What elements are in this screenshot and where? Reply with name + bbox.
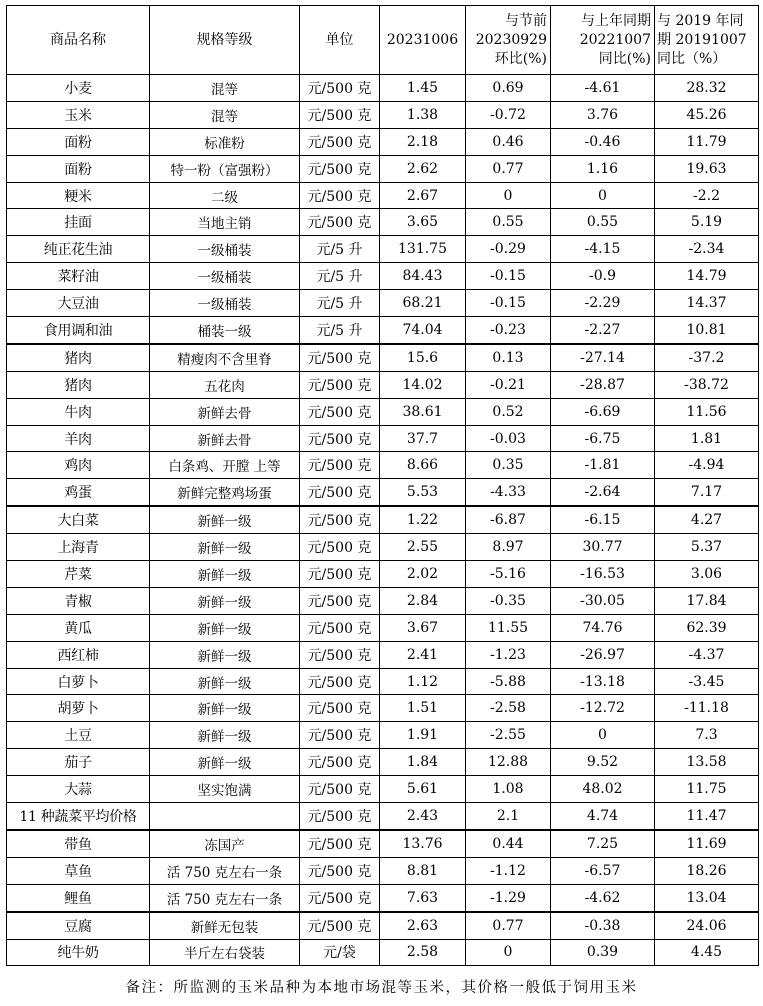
table-row (7, 668, 759, 695)
cell-yoy: -0.9 (551, 263, 655, 290)
cell-yoy: 48.02 (551, 776, 655, 803)
table-row (7, 614, 759, 641)
cell-price: 1.51 (380, 695, 466, 722)
cell-spec: 五花肉 (150, 371, 300, 398)
cell-mom: -0.29 (466, 236, 551, 263)
cell-yoy: 9.52 (551, 749, 655, 776)
cell-vs2019: 17.84 (655, 587, 759, 614)
cell-vs2019: -2.2 (655, 182, 759, 209)
cell-price: 38.61 (380, 398, 466, 425)
cell-mom: -2.58 (466, 695, 551, 722)
cell-spec: 新鲜去骨 (150, 425, 300, 452)
cell-spec: 新鲜一级 (150, 587, 300, 614)
cell-yoy: -6.57 (551, 857, 655, 884)
cell-vs2019: 14.79 (655, 263, 759, 290)
cell-spec: 新鲜一级 (150, 722, 300, 749)
cell-name: 牛肉 (7, 398, 150, 425)
cell-vs2019: 1.81 (655, 425, 759, 452)
table-row (7, 155, 759, 182)
cell-spec: 活 750 克左右一条 (150, 857, 300, 884)
header-yoy-line: 同比(%) (598, 50, 651, 67)
cell-name: 青椒 (7, 587, 150, 614)
cell-price: 2.67 (380, 182, 466, 209)
cell-spec: 标准粉 (150, 128, 300, 155)
cell-mom: 8.97 (466, 534, 551, 561)
table-row (7, 263, 759, 290)
cell-name: 鸡蛋 (7, 479, 150, 506)
cell-name: 带鱼 (7, 830, 150, 857)
cell-unit: 元/5 升 (300, 236, 380, 263)
cell-vs2019: 28.32 (655, 75, 759, 102)
cell-mom: -0.35 (466, 587, 551, 614)
cell-mom: -1.12 (466, 857, 551, 884)
cell-yoy: 4.74 (551, 803, 655, 830)
cell-mom: 0.44 (466, 830, 551, 857)
cell-name: 西红柿 (7, 641, 150, 668)
cell-name: 菜籽油 (7, 263, 150, 290)
cell-unit: 元/500 克 (300, 803, 380, 830)
table-row (7, 912, 759, 939)
cell-price: 2.41 (380, 641, 466, 668)
cell-mom: -5.88 (466, 668, 551, 695)
cell-mom: -0.23 (466, 317, 551, 344)
cell-mom: -0.15 (466, 263, 551, 290)
cell-unit: 元/500 克 (300, 425, 380, 452)
table-row (7, 749, 759, 776)
cell-name: 黄瓜 (7, 614, 150, 641)
cell-vs2019: -4.37 (655, 641, 759, 668)
cell-spec: 一级桶装 (150, 236, 300, 263)
cell-name: 猪肉 (7, 344, 150, 371)
table-row (7, 776, 759, 803)
cell-price: 5.53 (380, 479, 466, 506)
table-row (7, 344, 759, 371)
cell-name: 大豆油 (7, 290, 150, 317)
cell-vs2019: 7.17 (655, 479, 759, 506)
cell-name: 白萝卜 (7, 668, 150, 695)
cell-vs2019: 11.75 (655, 776, 759, 803)
cell-unit: 元/500 克 (300, 101, 380, 128)
cell-unit: 元/袋 (300, 939, 380, 966)
cell-name: 土豆 (7, 722, 150, 749)
cell-unit: 元/500 克 (300, 75, 380, 102)
cell-price: 15.6 (380, 344, 466, 371)
table-row (7, 561, 759, 588)
cell-yoy: -28.87 (551, 371, 655, 398)
cell-price: 1.38 (380, 101, 466, 128)
cell-unit: 元/500 克 (300, 695, 380, 722)
cell-name: 面粉 (7, 128, 150, 155)
cell-vs2019: -37.2 (655, 344, 759, 371)
table-row (7, 857, 759, 884)
cell-spec: 白条鸡、开膛 上等 (150, 452, 300, 479)
cell-spec: 活 750 克左右一条 (150, 884, 300, 911)
cell-price: 68.21 (380, 290, 466, 317)
cell-vs2019: 18.26 (655, 857, 759, 884)
cell-name: 面粉 (7, 155, 150, 182)
cell-price: 5.61 (380, 776, 466, 803)
header-vs2019 (655, 6, 759, 75)
cell-unit: 元/500 克 (300, 344, 380, 371)
cell-vs2019: 13.58 (655, 749, 759, 776)
cell-yoy: 74.76 (551, 614, 655, 641)
header-vs2019-line: 与 2019 年同 (657, 12, 744, 29)
cell-unit: 元/500 克 (300, 641, 380, 668)
cell-price: 2.55 (380, 534, 466, 561)
cell-name: 纯牛奶 (7, 939, 150, 966)
header-mom-line: 环比(%) (494, 50, 547, 67)
cell-price: 2.63 (380, 912, 466, 939)
cell-yoy: -4.62 (551, 884, 655, 911)
cell-mom: -0.21 (466, 371, 551, 398)
cell-vs2019: 11.79 (655, 128, 759, 155)
cell-price: 2.62 (380, 155, 466, 182)
cell-yoy: 30.77 (551, 534, 655, 561)
cell-vs2019: -2.34 (655, 236, 759, 263)
cell-unit: 元/500 克 (300, 128, 380, 155)
cell-name: 小麦 (7, 75, 150, 102)
cell-mom: 0.77 (466, 155, 551, 182)
cell-mom: -5.16 (466, 561, 551, 588)
price-table-body (7, 75, 759, 966)
cell-spec: 新鲜去骨 (150, 398, 300, 425)
cell-yoy: 7.25 (551, 830, 655, 857)
cell-name: 玉米 (7, 101, 150, 128)
cell-price: 3.65 (380, 209, 466, 236)
table-row (7, 317, 759, 344)
header-vs2019-line: 期 20191007 (657, 31, 747, 48)
table-row (7, 398, 759, 425)
cell-name: 纯正花生油 (7, 236, 150, 263)
cell-vs2019: 13.04 (655, 884, 759, 911)
cell-spec: 混等 (150, 75, 300, 102)
cell-mom: 0.69 (466, 75, 551, 102)
cell-price: 1.91 (380, 722, 466, 749)
cell-spec: 半斤左右袋装 (150, 939, 300, 966)
cell-vs2019: 62.39 (655, 614, 759, 641)
cell-mom: 0.77 (466, 912, 551, 939)
cell-price: 13.76 (380, 830, 466, 857)
cell-yoy: -2.29 (551, 290, 655, 317)
table-row (7, 830, 759, 857)
cell-unit: 元/500 克 (300, 371, 380, 398)
cell-name: 大白菜 (7, 506, 150, 533)
cell-yoy: 0.55 (551, 209, 655, 236)
footnote: 备注：所监测的玉米品种为本地市场混等玉米，其价格一般低于饲用玉米 (125, 980, 638, 996)
header-yoy-line: 20221007 (579, 31, 651, 48)
cell-name: 11 种蔬菜平均价格 (7, 803, 150, 830)
header-yoy-line: 与上年同期 (581, 12, 651, 29)
table-row (7, 290, 759, 317)
cell-mom: 0.55 (466, 209, 551, 236)
table-row (7, 884, 759, 911)
cell-vs2019: 11.56 (655, 398, 759, 425)
cell-yoy: -13.18 (551, 668, 655, 695)
cell-mom: 0 (466, 939, 551, 966)
cell-unit: 元/500 克 (300, 182, 380, 209)
header-mom (466, 6, 551, 75)
cell-spec: 一级桶装 (150, 263, 300, 290)
cell-mom: -6.87 (466, 506, 551, 533)
cell-spec: 新鲜一级 (150, 695, 300, 722)
table-row (7, 803, 759, 830)
header-date: 20231006 (380, 6, 466, 75)
cell-mom: 12.88 (466, 749, 551, 776)
cell-mom: -2.55 (466, 722, 551, 749)
cell-vs2019: 4.45 (655, 939, 759, 966)
cell-unit: 元/500 克 (300, 209, 380, 236)
cell-spec: 二级 (150, 182, 300, 209)
header-mom-line: 与节前 (505, 12, 547, 29)
table-row (7, 425, 759, 452)
cell-spec: 新鲜完整鸡场蛋 (150, 479, 300, 506)
cell-yoy: 0 (551, 182, 655, 209)
cell-spec: 当地主销 (150, 209, 300, 236)
cell-price: 14.02 (380, 371, 466, 398)
cell-price: 2.58 (380, 939, 466, 966)
table-row (7, 236, 759, 263)
cell-unit: 元/500 克 (300, 884, 380, 911)
cell-vs2019: -4.94 (655, 452, 759, 479)
cell-mom: -0.03 (466, 425, 551, 452)
cell-unit: 元/500 克 (300, 534, 380, 561)
header-vs2019-line: 同比（%） (657, 50, 727, 67)
cell-vs2019: 3.06 (655, 561, 759, 588)
cell-mom: -0.15 (466, 290, 551, 317)
cell-spec: 精瘦肉不含里脊 (150, 344, 300, 371)
cell-unit: 元/500 克 (300, 912, 380, 939)
cell-unit: 元/500 克 (300, 452, 380, 479)
cell-price: 7.63 (380, 884, 466, 911)
cell-vs2019: -11.18 (655, 695, 759, 722)
cell-unit: 元/500 克 (300, 857, 380, 884)
cell-spec: 新鲜一级 (150, 668, 300, 695)
cell-yoy: -30.05 (551, 587, 655, 614)
cell-spec: 新鲜无包装 (150, 912, 300, 939)
cell-vs2019: 10.81 (655, 317, 759, 344)
cell-unit: 元/500 克 (300, 155, 380, 182)
cell-unit: 元/500 克 (300, 614, 380, 641)
cell-unit: 元/500 克 (300, 587, 380, 614)
cell-spec: 特一粉（富强粉） (150, 155, 300, 182)
cell-yoy: -1.81 (551, 452, 655, 479)
cell-name: 鸡肉 (7, 452, 150, 479)
cell-name: 芹菜 (7, 561, 150, 588)
cell-price: 2.18 (380, 128, 466, 155)
cell-unit: 元/500 克 (300, 776, 380, 803)
cell-spec: 混等 (150, 101, 300, 128)
cell-spec (150, 803, 300, 830)
cell-spec: 新鲜一级 (150, 641, 300, 668)
cell-vs2019: -3.45 (655, 668, 759, 695)
header-spec: 规格等级 (150, 6, 300, 75)
table-row (7, 641, 759, 668)
cell-name: 茄子 (7, 749, 150, 776)
cell-price: 74.04 (380, 317, 466, 344)
cell-mom: 0.13 (466, 344, 551, 371)
header-row (7, 6, 759, 75)
cell-price: 3.67 (380, 614, 466, 641)
cell-yoy: -4.15 (551, 236, 655, 263)
cell-name: 草鱼 (7, 857, 150, 884)
cell-unit: 元/500 克 (300, 561, 380, 588)
cell-unit: 元/500 克 (300, 749, 380, 776)
cell-price: 8.81 (380, 857, 466, 884)
cell-vs2019: -38.72 (655, 371, 759, 398)
cell-unit: 元/500 克 (300, 830, 380, 857)
table-row (7, 479, 759, 506)
cell-spec: 新鲜一级 (150, 506, 300, 533)
cell-spec: 新鲜一级 (150, 561, 300, 588)
cell-vs2019: 45.26 (655, 101, 759, 128)
cell-name: 鲤鱼 (7, 884, 150, 911)
cell-mom: 0.35 (466, 452, 551, 479)
cell-mom: -1.29 (466, 884, 551, 911)
table-row (7, 371, 759, 398)
table-row (7, 182, 759, 209)
cell-yoy: 0 (551, 722, 655, 749)
cell-yoy: -0.38 (551, 912, 655, 939)
cell-yoy: -26.97 (551, 641, 655, 668)
cell-price: 8.66 (380, 452, 466, 479)
cell-spec: 一级桶装 (150, 290, 300, 317)
cell-mom: 0.52 (466, 398, 551, 425)
cell-vs2019: 19.63 (655, 155, 759, 182)
table-row (7, 534, 759, 561)
table-row (7, 209, 759, 236)
table-row (7, 75, 759, 102)
cell-unit: 元/5 升 (300, 290, 380, 317)
cell-price: 1.12 (380, 668, 466, 695)
cell-yoy: -27.14 (551, 344, 655, 371)
cell-name: 粳米 (7, 182, 150, 209)
cell-yoy: -6.15 (551, 506, 655, 533)
table-row (7, 452, 759, 479)
table-row (7, 939, 759, 966)
cell-yoy: 3.76 (551, 101, 655, 128)
cell-yoy: -2.64 (551, 479, 655, 506)
cell-vs2019: 7.3 (655, 722, 759, 749)
cell-mom: 2.1 (466, 803, 551, 830)
cell-mom: 11.55 (466, 614, 551, 641)
cell-spec: 冻国产 (150, 830, 300, 857)
cell-price: 2.43 (380, 803, 466, 830)
cell-vs2019: 5.19 (655, 209, 759, 236)
cell-unit: 元/5 升 (300, 317, 380, 344)
cell-mom: -0.72 (466, 101, 551, 128)
cell-yoy: -6.69 (551, 398, 655, 425)
cell-mom: -4.33 (466, 479, 551, 506)
cell-price: 2.02 (380, 561, 466, 588)
table-row (7, 695, 759, 722)
cell-yoy: -6.75 (551, 425, 655, 452)
header-unit: 单位 (300, 6, 380, 75)
cell-vs2019: 11.47 (655, 803, 759, 830)
cell-vs2019: 4.27 (655, 506, 759, 533)
cell-spec: 新鲜一级 (150, 534, 300, 561)
cell-unit: 元/500 克 (300, 398, 380, 425)
cell-mom: 0 (466, 182, 551, 209)
cell-unit: 元/500 克 (300, 668, 380, 695)
cell-unit: 元/5 升 (300, 263, 380, 290)
cell-name: 挂面 (7, 209, 150, 236)
cell-name: 上海青 (7, 534, 150, 561)
cell-vs2019: 14.37 (655, 290, 759, 317)
cell-price: 2.84 (380, 587, 466, 614)
header-mom-line: 20230929 (475, 31, 547, 48)
cell-spec: 坚实饱满 (150, 776, 300, 803)
cell-mom: 1.08 (466, 776, 551, 803)
header-name: 商品名称 (7, 6, 150, 75)
cell-vs2019: 11.69 (655, 830, 759, 857)
cell-price: 1.84 (380, 749, 466, 776)
cell-name: 猪肉 (7, 371, 150, 398)
cell-yoy: -4.61 (551, 75, 655, 102)
cell-name: 大蒜 (7, 776, 150, 803)
cell-yoy: 1.16 (551, 155, 655, 182)
cell-name: 胡萝卜 (7, 695, 150, 722)
table-row (7, 506, 759, 533)
cell-unit: 元/500 克 (300, 722, 380, 749)
cell-price: 1.22 (380, 506, 466, 533)
cell-name: 豆腐 (7, 912, 150, 939)
cell-price: 84.43 (380, 263, 466, 290)
cell-unit: 元/500 克 (300, 479, 380, 506)
price-table (6, 5, 759, 966)
cell-name: 食用调和油 (7, 317, 150, 344)
cell-unit: 元/500 克 (300, 506, 380, 533)
cell-yoy: -2.27 (551, 317, 655, 344)
cell-spec: 桶装一级 (150, 317, 300, 344)
cell-vs2019: 24.06 (655, 912, 759, 939)
cell-yoy: -0.46 (551, 128, 655, 155)
table-row (7, 101, 759, 128)
cell-vs2019: 5.37 (655, 534, 759, 561)
cell-price: 1.45 (380, 75, 466, 102)
table-row (7, 587, 759, 614)
cell-spec: 新鲜一级 (150, 749, 300, 776)
cell-price: 131.75 (380, 236, 466, 263)
header-yoy (551, 6, 655, 75)
cell-name: 羊肉 (7, 425, 150, 452)
cell-yoy: -12.72 (551, 695, 655, 722)
cell-price: 37.7 (380, 425, 466, 452)
cell-mom: -1.23 (466, 641, 551, 668)
cell-yoy: 0.39 (551, 939, 655, 966)
cell-mom: 0.46 (466, 128, 551, 155)
table-row (7, 128, 759, 155)
table-row (7, 722, 759, 749)
cell-spec: 新鲜一级 (150, 614, 300, 641)
cell-yoy: -16.53 (551, 561, 655, 588)
